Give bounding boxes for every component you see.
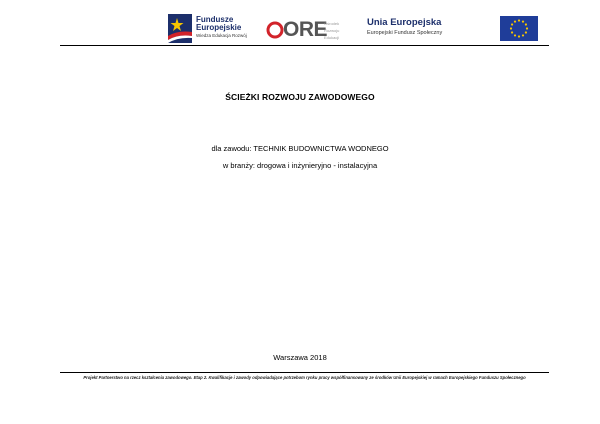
footer-note: Projekt Partnerstwo na rzecz kształcenia zawodowego. Etap 2. Kwalifikacje i zawody odpowiadające potrzebom rynku pracy współfinansowany ze środków Unii Europejskiej w ramach Europejskiego Funduszu Społecznego — [83, 375, 526, 380]
ore-wordmark: ORE — [283, 18, 328, 41]
place-date: Warszawa 2018 — [273, 353, 327, 362]
eu-star-icon — [510, 27, 512, 29]
eu-title: Unia Europejska — [367, 17, 442, 28]
eu-star-icon — [522, 34, 524, 36]
fundusze-name2: Europejskie — [196, 23, 242, 32]
fundusze-flag-icon — [168, 14, 192, 43]
eu-star-icon — [511, 23, 513, 25]
ore-tagline-3: Edukacji — [324, 35, 340, 40]
logo-bar — [60, 10, 549, 46]
profession-line: dla zawodu: TECHNIK BUDOWNICTWA WODNEGO — [211, 144, 389, 153]
unia-europejska-logo — [362, 15, 542, 45]
eu-star-icon — [526, 27, 528, 29]
ore-logo — [266, 18, 346, 46]
ore-tagline — [324, 20, 339, 41]
fundusze-europejskie-logo — [168, 14, 278, 44]
eu-star-icon — [525, 31, 527, 33]
ore-tagline-1: Ośrodek — [324, 21, 340, 26]
eu-star-icon — [511, 31, 513, 33]
eu-star-icon — [518, 35, 520, 37]
fundusze-subtitle: Wiedza Edukacja Rozwój — [196, 33, 247, 38]
header-divider — [60, 45, 549, 46]
eu-star-icon — [518, 19, 520, 21]
eu-star-icon — [522, 20, 524, 22]
eu-star-icon — [514, 20, 516, 22]
footer-divider — [60, 372, 549, 373]
ore-tagline-2: Rozwoju — [324, 28, 340, 33]
industry-line: w branży: drogowa i inżynieryjno - instalacyjna — [222, 161, 378, 170]
document-title: ŚCIEŻKI ROZWOJU ZAWODOWEGO — [225, 92, 375, 102]
eu-star-icon — [525, 23, 527, 25]
ore-ring-icon — [266, 21, 284, 39]
eu-subtitle: Europejski Fundusz Społeczny — [367, 30, 443, 36]
eu-flag-icon — [500, 16, 538, 41]
fundusze-name: Fundusze — [196, 15, 234, 24]
eu-star-icon — [514, 34, 516, 36]
